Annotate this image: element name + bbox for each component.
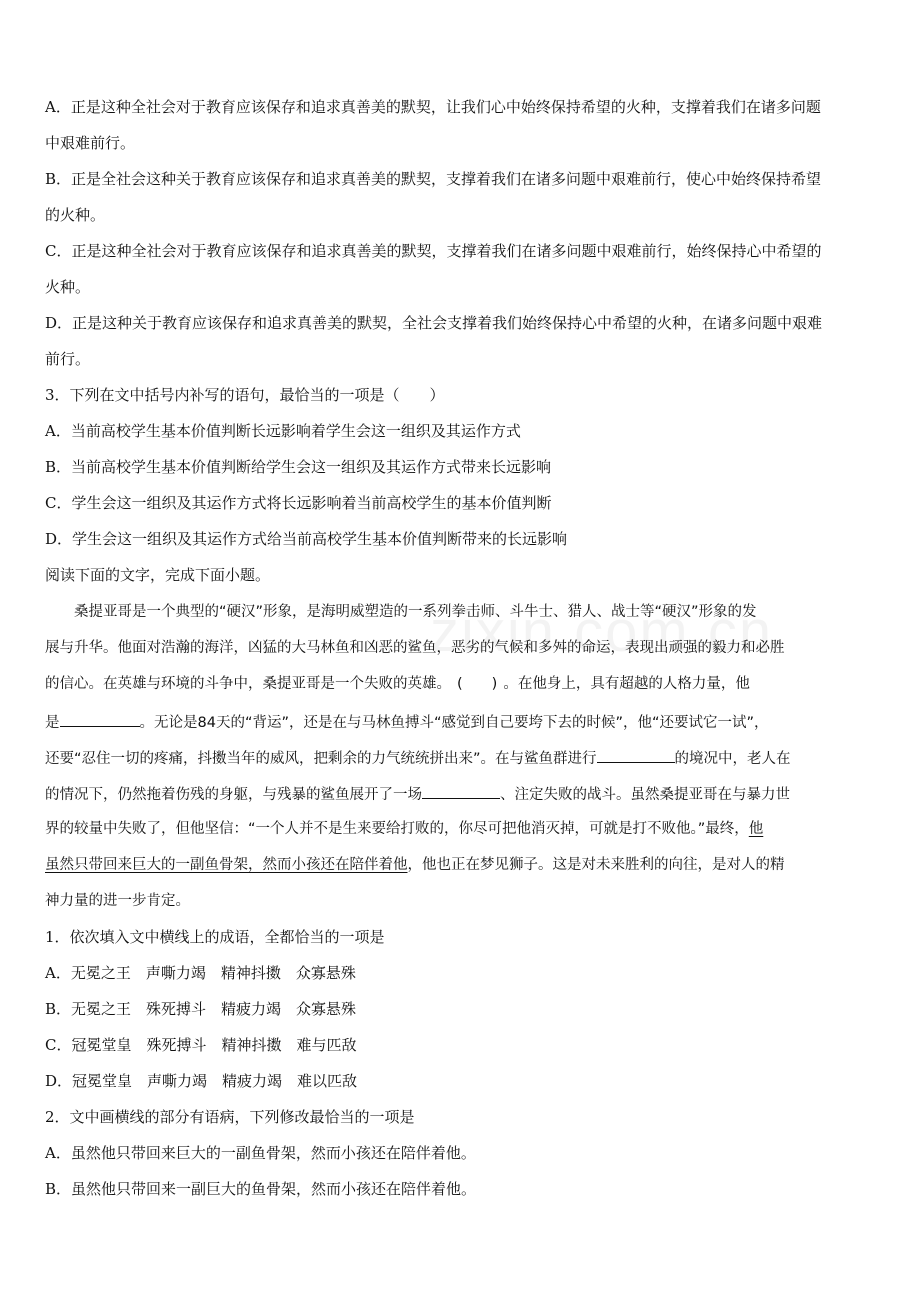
q2-option-d-line1: D．正是这种关于教育应该保存和追求真善美的默契，全社会支撑着我们始终保持心中希望的火种，在诸多问题中艰难 <box>45 314 823 332</box>
q2-option-b-line2: 的火种。 <box>45 206 106 224</box>
passage-line-3-tail: 。在他身上，具有超越的人格力量，他 <box>503 676 750 692</box>
passage-line-8 <box>45 855 785 875</box>
q2-option-a-line1: A．正是这种全社会对于教育应该保存和追求真善美的默契，让我们心中始终保持希望的火种，支撑着我们在诸多问题 <box>45 98 821 116</box>
passage-line-4 <box>45 711 769 733</box>
fill-blank-2[interactable] <box>597 747 675 763</box>
subq1-option-b: B．无冕之王 殊死搏斗 精疲力竭 众寡悬殊 <box>45 1000 357 1018</box>
fill-blank-1[interactable] <box>60 711 140 727</box>
passage-line-9: 神力量的进一步肯定。 <box>45 893 190 909</box>
q2-option-b-line1: B．正是全社会这种关于教育应该保存和追求真善美的默契，支撑着我们在诸多问题中艰难前行，使心中始终保持希望 <box>45 170 822 188</box>
underlined-sentence-start: 他 <box>748 821 764 837</box>
passage-line-2: 展与升华。他面对浩瀚的海洋，凶猛的大马林鱼和凶恶的鲨鱼，恶劣的气候和多舛的命运，表现出顽强的毅力和必胜 <box>45 640 785 656</box>
q2-option-c-line1: C．正是这种全社会对于教育应该保存和追求真善美的默契，支撑着我们在诸多问题中艰难前行，始终保持心中希望的 <box>45 242 822 260</box>
subq1-stem: 1．依次填入文中横线上的成语，全都恰当的一项是 <box>45 928 385 946</box>
fill-blank-3[interactable] <box>422 783 500 799</box>
passage-line-5-tail: 的境况中，老人在 <box>674 751 791 767</box>
answer-parenthesis: ( ) <box>457 676 498 692</box>
passage-line-5 <box>45 747 791 769</box>
subq2-option-b: B．虽然他只带回来一副巨大的鱼骨架，然而小孩还在陪伴着他。 <box>45 1180 477 1198</box>
q3-option-d: D．学生会这一组织及其运作方式给当前高校学生基本价值判断带来的长远影响 <box>45 530 568 548</box>
passage-line-4-head: 是 <box>45 715 60 731</box>
q3-option-b: B．当前高校学生基本价值判断给学生会这一组织及其运作方式带来长远影响 <box>45 458 552 476</box>
subq2-option-a: A．虽然他只带回来巨大的一副鱼骨架，然而小孩还在陪伴着他。 <box>45 1144 476 1162</box>
passage-line-3-text: 的信心。在英雄与环境的斗争中，桑提亚哥是一个失败的英雄。 <box>45 676 451 692</box>
q2-option-c-line2: 火种。 <box>45 278 91 296</box>
passage-line-5-head: 还要“忍住一切的疼痛，抖擞当年的威风，把剩余的力气统统拼出来”。在与鲨鱼群进行 <box>45 751 597 767</box>
subq2-stem: 2．文中画横线的部分有语病，下列修改最恰当的一项是 <box>45 1108 415 1126</box>
q3-option-c: C．学生会这一组织及其运作方式将长远影响着当前高校学生的基本价值判断 <box>45 494 552 512</box>
passage-line-6-tail: 、注定失败的战斗。虽然桑提亚哥在与暴力世 <box>500 787 790 803</box>
q2-option-a-line2: 中艰难前行。 <box>45 134 136 152</box>
subq1-option-a: A．无冕之王 声嘶力竭 精神抖擞 众寡悬殊 <box>45 964 356 982</box>
reading-instruction: 阅读下面的文字，完成下面小题。 <box>45 566 271 584</box>
q2-option-d-line2: 前行。 <box>45 350 91 368</box>
underlined-sentence: 虽然只带回来巨大的一副鱼骨架，然而小孩还在陪伴着他 <box>45 857 408 873</box>
q3-option-a: A．当前高校学生基本价值判断长远影响着学生会这一组织及其运作方式 <box>45 422 521 440</box>
passage-line-7-head: 界的较量中失败了，但他坚信：“一个人并不是生来要给打败的，你尽可把他消灭掉，可就是打不败他。”最终， <box>45 821 749 837</box>
passage-line-1: 桑提亚哥是一个典型的“硬汉”形象，是海明威塑造的一系列拳击师、斗牛士、猎人、战士等“硬汉”形象的发 <box>45 604 757 620</box>
subq1-option-c: C．冠冕堂皇 殊死搏斗 精神抖擞 难与匹敌 <box>45 1036 357 1054</box>
passage-line-6 <box>45 783 790 805</box>
passage-line-6-head: 的情况下，仍然拖着伤残的身躯，与残暴的鲨鱼展开了一场 <box>45 787 422 803</box>
subq1-option-d: D．冠冕堂皇 声嘶力竭 精疲力竭 难以匹敌 <box>45 1072 358 1090</box>
passage-line-3 <box>45 674 750 694</box>
passage-line-4-tail: 。无论是84天的“背运”，还是在与马林鱼搏斗“感觉到自己要垮下去的时候”，他“还要试它一试”， <box>139 715 769 731</box>
passage-line-8-tail: ，他也正在梦见狮子。这是对未来胜利的向往，是对人的精 <box>407 857 785 873</box>
passage-line-7 <box>45 819 763 839</box>
q3-stem: 3．下列在文中括号内补写的语句，最恰当的一项是（ ） <box>45 386 445 404</box>
